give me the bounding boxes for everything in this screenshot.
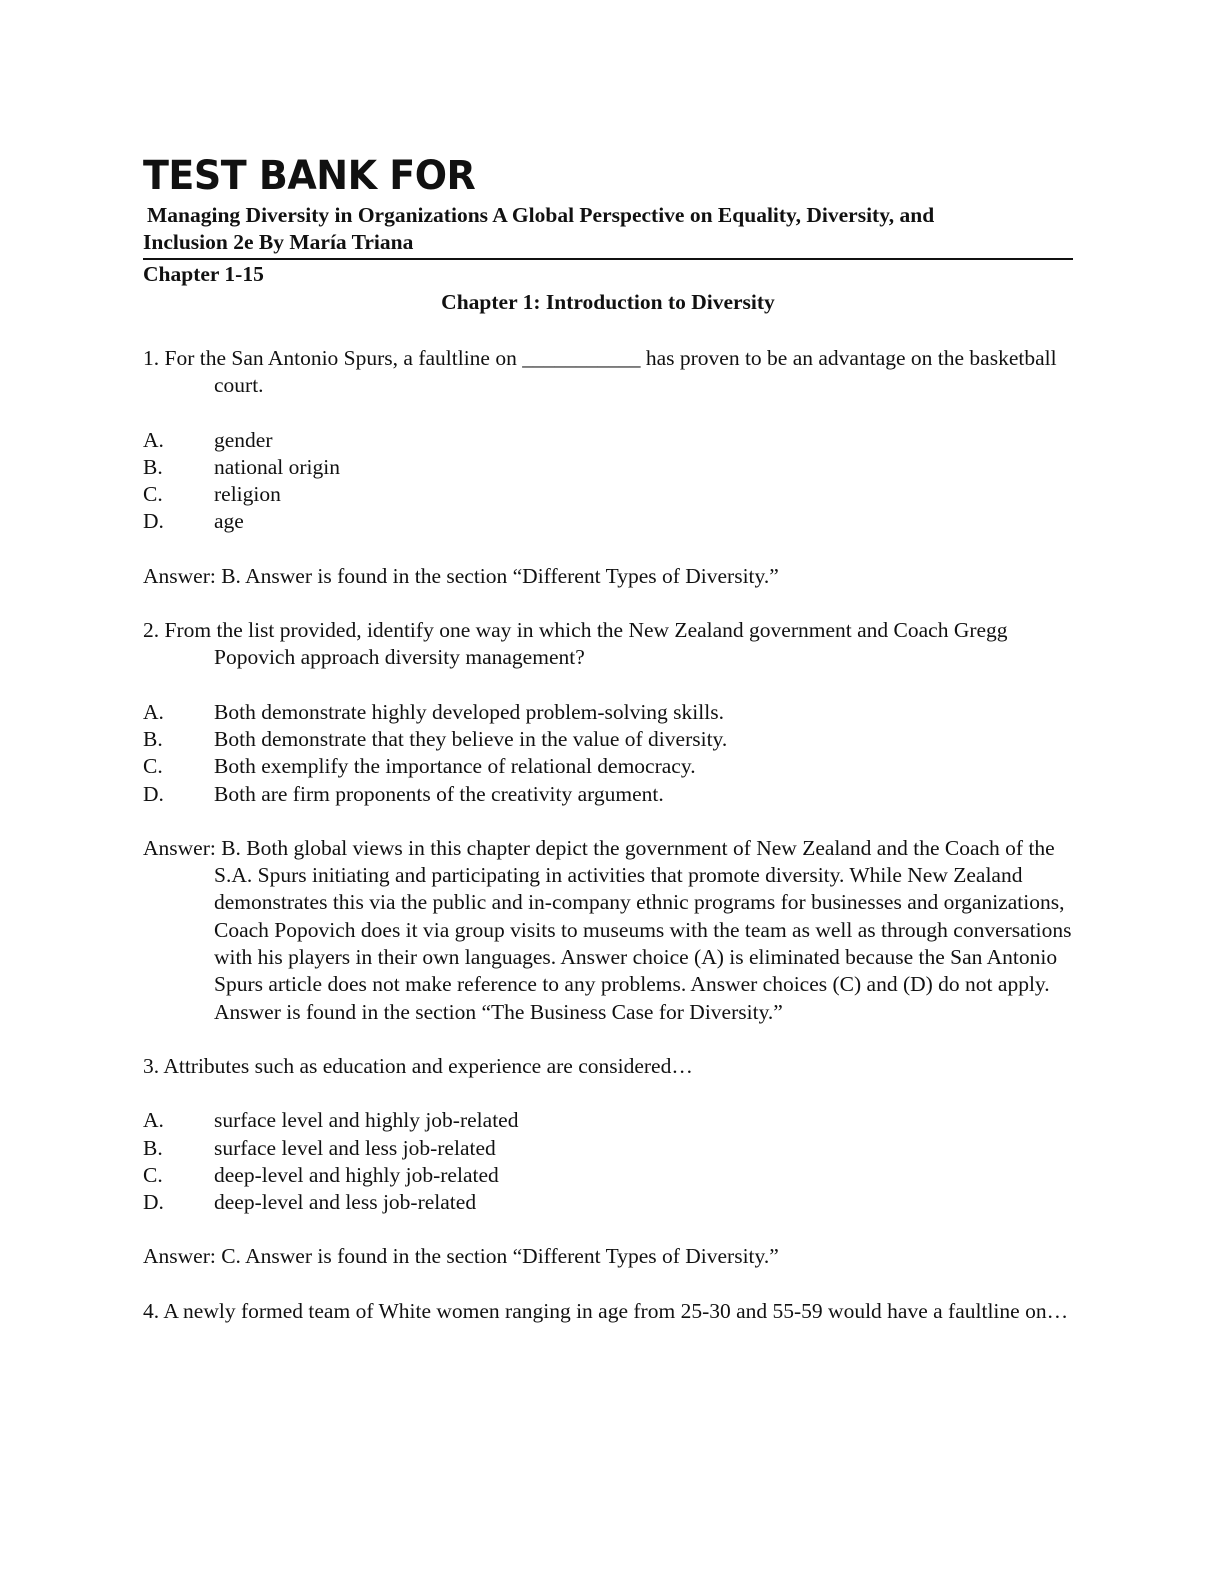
option-text: age — [214, 509, 244, 534]
chapter-range: Chapter 1-15 — [143, 262, 264, 286]
option-text: deep-level and less job-related — [214, 1190, 477, 1215]
option-text: surface level and highly job-related — [214, 1108, 519, 1133]
question-stem: 4. A newly formed team of White women ranging in age from 25-30 and 55-59 would have a faultline on… — [143, 1298, 1069, 1323]
option-letter: D. — [143, 509, 164, 534]
option-b — [143, 454, 1073, 481]
question-stem: 3. Attributes such as education and experience are considered… — [143, 1053, 693, 1078]
option-letter: D. — [143, 1190, 164, 1215]
option-list — [143, 1107, 1073, 1216]
answer: Answer: B. Answer is found in the section “Different Types of Diversity.” — [143, 563, 779, 588]
option-text: Both are firm proponents of the creativity argument. — [214, 781, 664, 806]
option-c — [143, 1162, 1073, 1189]
option-letter: A. — [143, 699, 164, 724]
option-letter: D. — [143, 781, 164, 806]
option-letter: B. — [143, 726, 163, 751]
question-2 — [143, 617, 1073, 1026]
option-a — [143, 427, 1073, 454]
option-list — [143, 699, 1073, 808]
option-letter: B. — [143, 1135, 163, 1160]
option-text: gender — [214, 427, 273, 452]
option-d — [143, 508, 1073, 535]
option-letter: A. — [143, 1108, 164, 1133]
option-text: national origin — [214, 454, 340, 479]
question-stem: 2. From the list provided, identify one way in which the New Zealand government and Coach Gregg Popovich approach diversity management? — [143, 618, 1008, 670]
answer: Answer: B. Both global views in this chapter depict the government of New Zealand and the Coach of the S.A. Spurs initiating and participating in activities that promote diversity. While New Zealand demonstrates this via the public and in-company ethnic programs for businesses and organizations, Coach Popovich does it via group visits to museums with the team as well as through conversations with his players in their own languages. Answer choice (A) is eliminated because the San Antonio Spurs article does not make reference to any problems. Answer choices (C) and (D) do not apply. Answer is found in the section “The Business Case for Diversity.” — [143, 835, 1072, 1024]
option-letter: C. — [143, 1162, 163, 1187]
option-b — [143, 1135, 1073, 1162]
option-letter: B. — [143, 454, 163, 479]
document-title: TEST BANK FOR — [143, 152, 476, 199]
option-d — [143, 781, 1073, 808]
question-3 — [143, 1053, 1073, 1271]
option-text: religion — [214, 482, 281, 507]
option-text: Both demonstrate highly developed problem-solving skills. — [214, 699, 724, 724]
option-letter: C. — [143, 482, 163, 507]
book-title-line-1: Managing Diversity in Organizations A Global Perspective on Equality, Diversity, and — [147, 203, 935, 227]
question-stem: 1. For the San Antonio Spurs, a faultline on ___________ has proven to be an advantage on the basketball court. — [143, 346, 1057, 398]
option-list — [143, 427, 1073, 536]
option-text: Both exemplify the importance of relational democracy. — [214, 754, 696, 779]
option-a — [143, 699, 1073, 726]
option-letter: C. — [143, 754, 163, 779]
page-content — [143, 150, 1073, 1325]
option-letter: A. — [143, 427, 164, 452]
option-d — [143, 1189, 1073, 1216]
question-1 — [143, 345, 1073, 590]
book-title-line-2: Inclusion 2e By María Triana — [143, 230, 414, 254]
option-text: deep-level and highly job-related — [214, 1162, 499, 1187]
option-text: Both demonstrate that they believe in the value of diversity. — [214, 726, 728, 751]
option-text: surface level and less job-related — [214, 1135, 496, 1160]
option-a — [143, 1107, 1073, 1134]
book-title — [143, 202, 1073, 260]
option-c — [143, 481, 1073, 508]
answer: Answer: C. Answer is found in the section “Different Types of Diversity.” — [143, 1244, 779, 1269]
option-b — [143, 726, 1073, 753]
chapter-heading: Chapter 1: Introduction to Diversity — [441, 290, 775, 314]
option-c — [143, 753, 1073, 780]
question-4 — [143, 1298, 1073, 1325]
